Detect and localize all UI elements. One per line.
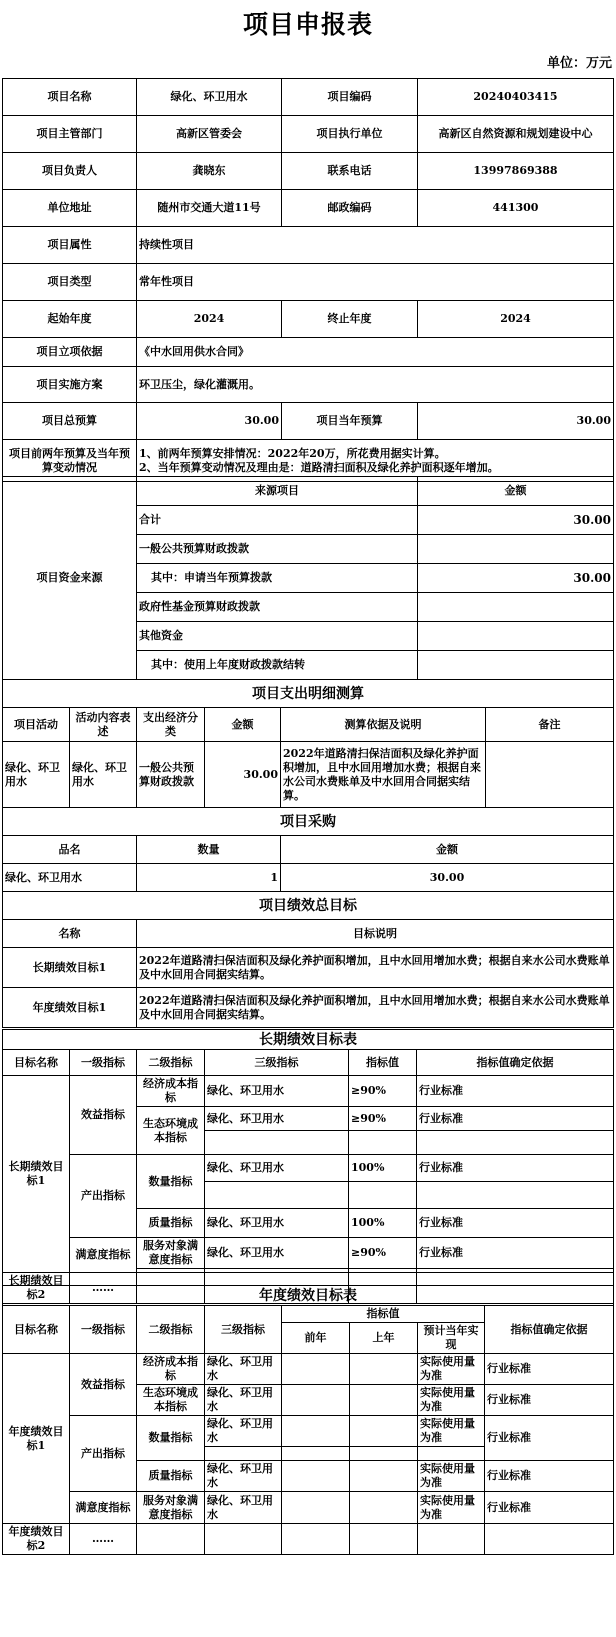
perf-goal-name: 年度绩效目标1 (3, 988, 137, 1028)
long-value: ≥90% (349, 1076, 417, 1107)
annual-l2: 服务对象满意度指标 (137, 1492, 205, 1524)
annual-empty (205, 1447, 282, 1461)
annual-subheader: 预计当年实现 (418, 1323, 485, 1354)
long-title: 长期绩效目标表 (3, 1030, 614, 1050)
annual-expect: 实际使用量为准 (418, 1385, 485, 1416)
addr-value: 随州市交通大道11号 (137, 190, 282, 227)
long-header: 二级指标 (137, 1050, 205, 1076)
type-value: 常年性项目 (137, 264, 614, 301)
code-label: 项目编码 (282, 79, 418, 116)
long-target-table (2, 1029, 614, 1304)
purchase-header: 金额 (281, 836, 614, 864)
annual-l2: 经济成本指标 (137, 1354, 205, 1385)
funds-row-name: 政府性基金预算财政拨款 (137, 593, 418, 622)
long-header: 三级指标 (205, 1050, 349, 1076)
perf-goal-desc: 2022年道路清扫保洁面积及绿化养护面积增加，且中水回用增加水费；根据自来水公司水费账单及中水回用合同据实结算。 (137, 988, 614, 1028)
annual-empty (282, 1354, 350, 1385)
dept-value: 高新区管委会 (137, 116, 282, 153)
funds-table (2, 476, 614, 680)
exec-label: 项目执行单位 (282, 116, 418, 153)
expense-cell: 一般公共预算财政拨款 (137, 742, 205, 808)
annual-l2: 数量指标 (137, 1416, 205, 1461)
perf-header: 名称 (3, 920, 137, 948)
funds-row-amount: 30.00 (418, 506, 614, 535)
long-basis: 行业标准 (417, 1209, 614, 1238)
expense-table (2, 679, 614, 808)
annual-empty (282, 1385, 350, 1416)
annual-empty (350, 1524, 418, 1555)
funds-row-name: 其中：申请当年预算拨款 (137, 564, 418, 593)
expense-header: 支出经济分类 (137, 708, 205, 742)
annual-title: 年度绩效目标表 (3, 1286, 614, 1306)
expense-cell: 绿化、环卫用水 (3, 742, 70, 808)
long-l3: 绿化、环卫用水 (205, 1155, 349, 1182)
annual-header: 目标名称 (3, 1306, 70, 1354)
end-label: 终止年度 (282, 301, 418, 338)
expense-header: 活动内容表述 (70, 708, 137, 742)
long-l1: 效益指标 (70, 1076, 137, 1155)
long-l2: 服务对象满意度指标 (137, 1238, 205, 1269)
long-l3: 绿化、环卫用水 (205, 1238, 349, 1269)
long-l3: 绿化、环卫用水 (205, 1076, 349, 1107)
exec-value: 高新区自然资源和规划建设中心 (418, 116, 614, 153)
long-l2: 质量指标 (137, 1209, 205, 1238)
funds-row-amount (418, 622, 614, 651)
annual-empty (282, 1524, 350, 1555)
funds-row-amount (418, 593, 614, 622)
annual-empty (282, 1447, 350, 1461)
basis-value: 《中水回用供水合同》 (137, 338, 614, 367)
annual-l3: 绿化、环卫用水 (205, 1385, 282, 1416)
long-value: 100% (349, 1155, 417, 1182)
leader-label: 项目负责人 (3, 153, 137, 190)
basis-label: 项目立项依据 (3, 338, 137, 367)
expense-header: 备注 (486, 708, 614, 742)
annual-empty (350, 1416, 418, 1447)
annual-l1: 产出指标 (70, 1416, 137, 1492)
name-value: 绿化、环卫用水 (137, 79, 282, 116)
annual-empty (485, 1524, 614, 1555)
annual-empty (418, 1447, 485, 1461)
perf-header: 目标说明 (137, 920, 614, 948)
annual-basis: 行业标准 (485, 1354, 614, 1385)
start-value: 2024 (137, 301, 282, 338)
expense-title: 项目支出明细测算 (3, 680, 614, 708)
total-value: 30.00 (137, 403, 282, 440)
total-label: 项目总预算 (3, 403, 137, 440)
annual-basis: 行业标准 (485, 1385, 614, 1416)
annual-goal-name: 年度绩效目标2 (3, 1524, 70, 1555)
long-header: 目标名称 (3, 1050, 70, 1076)
annual-basis: 行业标准 (485, 1492, 614, 1524)
leader-value: 龚晓东 (137, 153, 282, 190)
plan-label: 项目实施方案 (3, 367, 137, 403)
expense-cell: 绿化、环卫用水 (70, 742, 137, 808)
expense-header: 项目活动 (3, 708, 70, 742)
expense-header: 测算依据及说明 (281, 708, 486, 742)
long-l2: 生态环境成本指标 (137, 1107, 205, 1155)
annual-empty (282, 1461, 350, 1492)
start-label: 起始年度 (3, 301, 137, 338)
annual-dots: …… (70, 1524, 137, 1555)
annual-expect: 实际使用量为准 (418, 1492, 485, 1524)
phone-label: 联系电话 (282, 153, 418, 190)
funds-row-amount (418, 535, 614, 564)
purchase-cell: 绿化、环卫用水 (3, 864, 137, 892)
cur-label: 项目当年预算 (282, 403, 418, 440)
long-l2: 经济成本指标 (137, 1076, 205, 1107)
long-basis: 行业标准 (417, 1076, 614, 1107)
annual-l3: 绿化、环卫用水 (205, 1461, 282, 1492)
annual-basis: 行业标准 (485, 1416, 614, 1461)
code-value: 20240403415 (418, 79, 614, 116)
attr-value: 持续性项目 (137, 227, 614, 264)
long-empty (417, 1182, 614, 1209)
annual-l1: 效益指标 (70, 1354, 137, 1416)
phone-value: 13997869388 (418, 153, 614, 190)
long-empty (349, 1182, 417, 1209)
annual-l3: 绿化、环卫用水 (205, 1354, 282, 1385)
annual-subheader: 上年 (350, 1323, 418, 1354)
annual-header: 三级指标 (205, 1306, 282, 1354)
long-basis: 行业标准 (417, 1107, 614, 1131)
annual-l1: 满意度指标 (70, 1492, 137, 1524)
expense-header: 金额 (205, 708, 281, 742)
annual-expect: 实际使用量为准 (418, 1461, 485, 1492)
funds-row-name: 其中：使用上年度财政拨款结转 (137, 651, 418, 680)
funds-row-name: 一般公共预算财政拨款 (137, 535, 418, 564)
annual-basis: 行业标准 (485, 1461, 614, 1492)
attr-label: 项目属性 (3, 227, 137, 264)
post-value: 441300 (418, 190, 614, 227)
funds-label: 项目资金来源 (3, 477, 137, 680)
long-l1: 产出指标 (70, 1155, 137, 1238)
long-empty (349, 1131, 417, 1155)
long-l2: 数量指标 (137, 1155, 205, 1209)
purchase-cell: 30.00 (281, 864, 614, 892)
change-line-2: 2、当年预算变动情况及理由是：道路清扫面积及绿化养护面积逐年增加。 (139, 460, 499, 474)
page-title: 项目申报表 (242, 10, 373, 39)
annual-l3: 绿化、环卫用水 (205, 1416, 282, 1447)
change-line-1: 1、前两年预算安排情况：2022年20万，所花费用据实计算。 (139, 446, 446, 460)
annual-empty (350, 1461, 418, 1492)
long-goal-name: 长期绩效目标2 (3, 1273, 70, 1304)
name-label: 项目名称 (3, 79, 137, 116)
expense-cell: 30.00 (205, 742, 281, 808)
funds-row-amount (418, 651, 614, 680)
long-value: 100% (349, 1209, 417, 1238)
long-l3: 绿化、环卫用水 (205, 1107, 349, 1131)
annual-l2: 质量指标 (137, 1461, 205, 1492)
annual-empty (350, 1492, 418, 1524)
perf-goal-desc: 2022年道路清扫保洁面积及绿化养护面积增加，且中水回用增加水费；根据自来水公司水费账单及中水回用合同据实结算。 (137, 948, 614, 988)
annual-empty (350, 1354, 418, 1385)
annual-empty (205, 1524, 282, 1555)
long-header: 指标值 (349, 1050, 417, 1076)
annual-subheader: 前年 (282, 1323, 350, 1354)
annual-goal-name: 年度绩效目标1 (3, 1354, 70, 1524)
annual-empty (137, 1524, 205, 1555)
funds-header-source: 来源项目 (137, 477, 418, 506)
annual-empty (350, 1447, 418, 1461)
annual-header: 指标值 (282, 1306, 485, 1323)
purchase-header: 品名 (3, 836, 137, 864)
expense-cell: 2022年道路清扫保洁面积及绿化养护面积增加，且中水回用增加水费；根据自来水公司水费账单及中水回用合同据实结算。 (281, 742, 486, 808)
long-header: 指标值确定依据 (417, 1050, 614, 1076)
long-header: 一级指标 (70, 1050, 137, 1076)
long-empty (205, 1131, 349, 1155)
perf-title: 项目绩效总目标 (3, 892, 614, 920)
long-empty (417, 1131, 614, 1155)
annual-empty (418, 1524, 485, 1555)
annual-l3: 绿化、环卫用水 (205, 1492, 282, 1524)
annual-target-table (2, 1285, 614, 1555)
long-goal-name: 长期绩效目标1 (3, 1076, 70, 1273)
annual-l2: 生态环境成本指标 (137, 1385, 205, 1416)
long-dots: …… (70, 1273, 137, 1304)
post-label: 邮政编码 (282, 190, 418, 227)
change-label: 项目前两年预算及当年预算变动情况 (3, 440, 137, 482)
unit-label: 单位：万元 (546, 56, 612, 71)
purchase-table (2, 807, 614, 892)
addr-label: 单位地址 (3, 190, 137, 227)
expense-cell (486, 742, 614, 808)
annual-header: 一级指标 (70, 1306, 137, 1354)
annual-empty (282, 1492, 350, 1524)
type-label: 项目类型 (3, 264, 137, 301)
long-basis: 行业标准 (417, 1238, 614, 1269)
end-value: 2024 (418, 301, 614, 338)
purchase-cell: 1 (137, 864, 281, 892)
long-basis: 行业标准 (417, 1155, 614, 1182)
basic-info-table (2, 78, 614, 482)
funds-row-name: 其他资金 (137, 622, 418, 651)
perf-goal-table (2, 891, 614, 1028)
annual-header: 指标值确定依据 (485, 1306, 614, 1354)
funds-header-amount: 金额 (418, 477, 614, 506)
annual-empty (350, 1385, 418, 1416)
long-l3: 绿化、环卫用水 (205, 1209, 349, 1238)
annual-empty (282, 1416, 350, 1447)
plan-value: 环卫压尘，绿化灌溉用。 (137, 367, 614, 403)
funds-row-name: 合计 (137, 506, 418, 535)
purchase-header: 数量 (137, 836, 281, 864)
long-empty (205, 1182, 349, 1209)
long-value: ≥90% (349, 1238, 417, 1269)
annual-expect: 实际使用量为准 (418, 1354, 485, 1385)
purchase-title: 项目采购 (3, 808, 614, 836)
annual-header: 二级指标 (137, 1306, 205, 1354)
funds-row-amount: 30.00 (418, 564, 614, 593)
long-value: ≥90% (349, 1107, 417, 1131)
long-l1: 满意度指标 (70, 1238, 137, 1273)
perf-goal-name: 长期绩效目标1 (3, 948, 137, 988)
dept-label: 项目主管部门 (3, 116, 137, 153)
cur-value: 30.00 (418, 403, 614, 440)
annual-expect: 实际使用量为准 (418, 1416, 485, 1447)
